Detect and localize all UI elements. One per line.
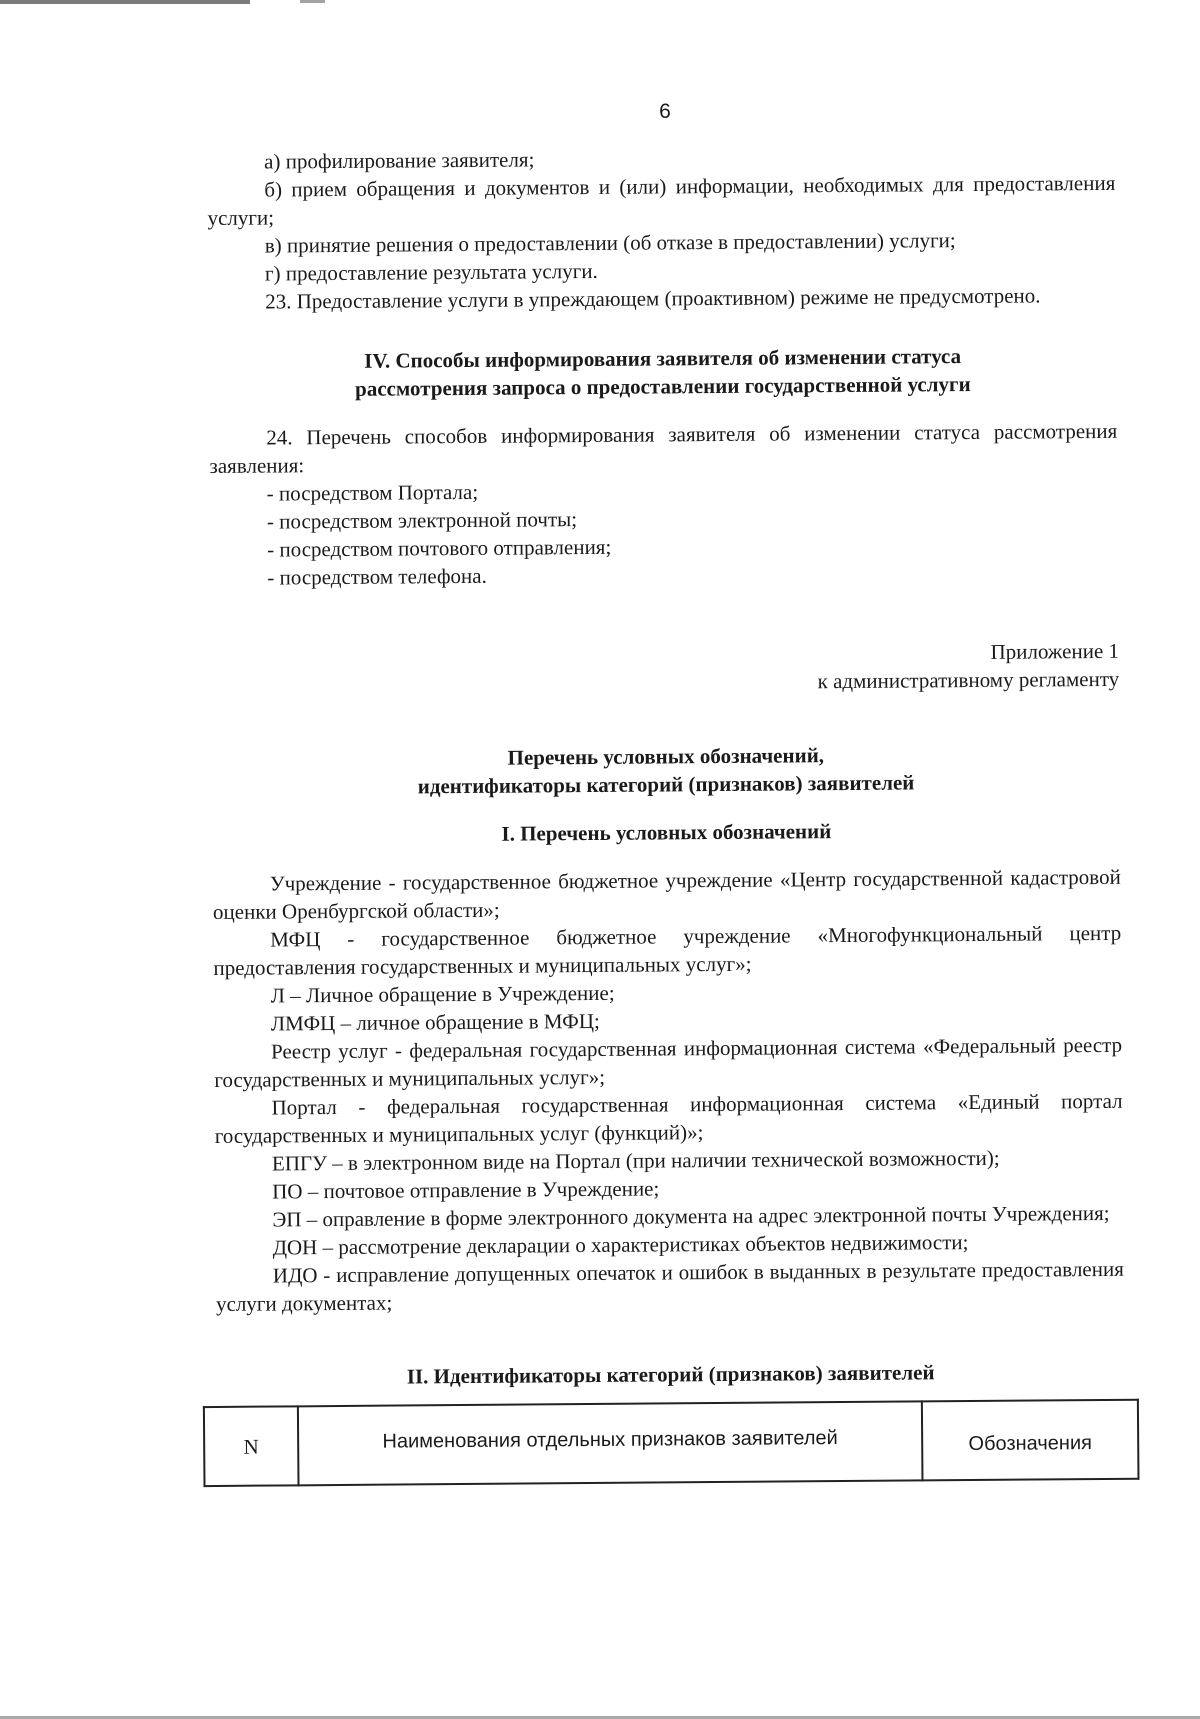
document-title-line2: идентификаторы категорий (признаков) заявителей — [417, 770, 915, 799]
scan-artifact-top — [0, 0, 250, 4]
definition-institution: Учреждение - государственное бюджетное учреждение «Центр государственной кадастровой оценки Оренбургской области»; — [212, 864, 1121, 924]
method-post: - посредством почтового отправления; — [267, 534, 612, 562]
scan-artifact-top-small — [300, 0, 325, 3]
definition-po: ПО – почтовое отправление в Учреждение; — [272, 1176, 660, 1204]
definition-registry: Реестр услуг - федеральная государственная информационная система «Федеральный реестр государственных и муниципальных услуг»; — [214, 1032, 1123, 1092]
definition-mfc: МФЦ - государственное бюджетное учреждение «Многофункциональный центр предоставления государственных и муниципальных услуг»; — [213, 920, 1122, 980]
step-item-c: в) принятие решения о предоставлении (об отказе в предоставлении) услуги; — [264, 228, 956, 258]
definition-l: Л – Личное обращение в Учреждение; — [270, 980, 615, 1008]
paragraph-24: 24. Перечень способов информирования заявителя об изменении статуса рассмотрения заявления: — [209, 418, 1118, 478]
appendix-reference: к административному регламенту — [817, 666, 1120, 694]
step-item-a: а) профилирование заявителя; — [264, 147, 535, 174]
section-i-title: I. Перечень условных обозначений — [501, 819, 832, 846]
definition-epgu: ЕПГУ – в электронном виде на Портал (при наличии технической возможности); — [271, 1145, 1000, 1176]
method-email: - посредством электронной почты; — [266, 507, 578, 534]
table-header-designation: Обозначения — [922, 1400, 1139, 1481]
definition-portal: Портал - федеральная государственная информационная система «Единый портал государственных и муниципальных услуг (функций)»; — [214, 1088, 1123, 1148]
definition-ido: ИДО - исправление допущенных опечаток и ошибок в выданных в результате предоставления услуги документах; — [215, 1256, 1124, 1316]
table-header-row — [204, 1400, 1139, 1486]
appendix-label: Приложение 1 — [990, 638, 1120, 664]
identifiers-table — [203, 1399, 1140, 1487]
section-iv-title-line2: рассмотрения запроса о предоставлении государственной услуги — [355, 372, 971, 401]
step-item-b: б) прием обращения и документов и (или) информации, необходимых для предоставления услуги; — [207, 170, 1116, 230]
definition-don: ДОН – рассмотрение декларации о характеристиках объектов недвижимости; — [272, 1230, 969, 1260]
page-number: 6 — [659, 100, 671, 123]
table-header-name: Наименования отдельных признаков заявителей — [298, 1401, 923, 1485]
step-item-d: г) предоставление результата услуги. — [264, 258, 598, 286]
section-iv-title-line1: IV. Способы информирования заявителя об изменении статуса — [364, 344, 962, 373]
table-header-number: N — [204, 1406, 299, 1486]
paragraph-23: 23. Предоставление услуги в упреждающем (проактивном) режиме не предусмотрено. — [265, 283, 1041, 314]
definition-ep: ЭП – оправление в форме электронного документа на адрес электронной почты Учреждения; — [272, 1200, 1110, 1232]
definition-lmfc: ЛМФЦ – личное обращение в МФЦ; — [270, 1008, 600, 1036]
document-body — [207, 141, 1125, 1487]
method-phone: - посредством телефона. — [267, 563, 487, 590]
document-title-line1: Перечень условных обозначений, — [507, 743, 825, 770]
section-ii-title: II. Идентификаторы категорий (признаков) заявителей — [406, 1360, 935, 1389]
method-portal: - посредством Портала; — [266, 479, 479, 506]
